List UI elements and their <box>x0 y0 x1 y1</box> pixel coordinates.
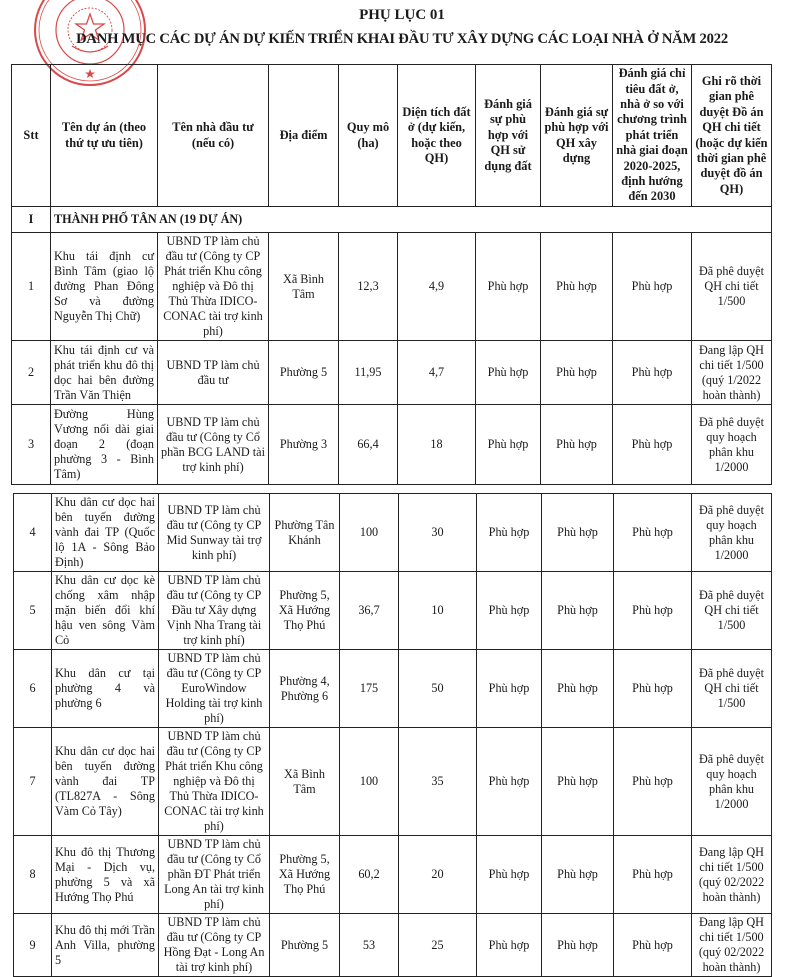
cell-project: Khu dân cư dọc kè chống xâm nhập mặn biến đổi khí hậu ven sông Vàm Cỏ <box>52 572 159 650</box>
cell-land-use-fit: Phù hợp <box>477 572 542 650</box>
table-row <box>12 405 772 485</box>
cell-location: Phường Tân Khánh <box>270 494 340 572</box>
document-title: DANH MỤC CÁC DỰ ÁN DỰ KIẾN TRIỂN KHAI ĐẦU TƯ XÂY DỰNG CÁC LOẠI NHÀ Ở NĂM 2022 <box>76 31 728 47</box>
cell-land-use-fit: Phù hợp <box>476 341 541 405</box>
cell-project: Khu tái định cư và phát triển khu đô thị dọc hai bên đường Trần Văn Thiện <box>51 341 158 405</box>
cell-scale: 11,95 <box>339 341 398 405</box>
cell-residential-area: 18 <box>398 405 476 485</box>
cell-investor: UBND TP làm chủ đầu tư <box>158 341 269 405</box>
cell-stt: 2 <box>12 341 51 405</box>
cell-location: Phường 5, Xã Hướng Thọ Phú <box>270 572 340 650</box>
header-scale: Quy mô (ha) <box>339 65 398 207</box>
cell-investor: UBND TP làm chủ đầu tư (Công ty CP Phát triển Khu công nghiệp và Đô thị Thủ Thừa IDICO-CONAC tài trợ kinh phí) <box>158 233 269 341</box>
cell-approval-note: Đang lập QH chi tiết 1/500 (quý 1/2022 hoàn thành) <box>692 341 772 405</box>
cell-residential-area: 20 <box>399 836 477 914</box>
cell-stt: 8 <box>14 836 52 914</box>
document-sheet <box>11 64 771 977</box>
header-location: Địa điểm <box>269 65 339 207</box>
header-program-fit: Đánh giá chỉ tiêu đất ở, nhà ở so với chương trình phát triển nhà giai đoạn 2020-2025, định hướng đến 2030 <box>613 65 692 207</box>
cell-program-fit: Phù hợp <box>613 341 692 405</box>
section-index: I <box>12 207 51 233</box>
project-table-lower <box>13 493 772 977</box>
cell-residential-area: 50 <box>399 650 477 728</box>
header-investor: Tên nhà đầu tư (nếu có) <box>158 65 269 207</box>
cell-land-use-fit: Phù hợp <box>477 836 542 914</box>
cell-program-fit: Phù hợp <box>613 233 692 341</box>
cell-stt: 3 <box>12 405 51 485</box>
cell-location: Phường 4, Phường 6 <box>270 650 340 728</box>
header-land-use-fit: Đánh giá sự phù hợp với QH sử dụng đất <box>476 65 541 207</box>
cell-approval-note: Đã phê duyệt quy hoạch phân khu 1/2000 <box>692 405 772 485</box>
cell-investor: UBND TP làm chủ đầu tư (Công ty CP Mid Sunway tài trợ kinh phí) <box>159 494 270 572</box>
cell-scale: 100 <box>340 494 399 572</box>
cell-scale: 66,4 <box>339 405 398 485</box>
header-approval-note: Ghi rõ thời gian phê duyệt Đồ án QH chi tiết (hoặc dự kiến thời gian phê duyệt đồ án QH) <box>692 65 772 207</box>
section-row <box>12 207 772 233</box>
cell-approval-note: Đang lập QH chi tiết 1/500 (quý 02/2022 hoàn thành) <box>692 836 772 914</box>
table-row <box>12 233 772 341</box>
cell-land-use-fit: Phù hợp <box>477 914 542 977</box>
cell-residential-area: 4,9 <box>398 233 476 341</box>
cell-construction-fit: Phù hợp <box>542 650 614 728</box>
cell-construction-fit: Phù hợp <box>541 341 613 405</box>
cell-stt: 9 <box>14 914 52 977</box>
table-row <box>14 728 772 836</box>
appendix-label: PHỤ LỤC 01 <box>359 7 445 23</box>
cell-approval-note: Đang lập QH chi tiết 1/500 (quý 02/2022 hoàn thành) <box>692 914 772 977</box>
table-row <box>14 836 772 914</box>
cell-project: Đường Hùng Vương nối dài giai đoạn 2 (đoạn phường 3 - Bình Tâm) <box>51 405 158 485</box>
cell-project: Khu dân cư tại phường 4 và phường 6 <box>52 650 159 728</box>
cell-stt: 4 <box>14 494 52 572</box>
page-break <box>11 485 771 493</box>
cell-investor: UBND TP làm chủ đầu tư (Công ty Cổ phần ĐT Phát triển Long An tài trợ kinh phí) <box>159 836 270 914</box>
cell-project: Khu dân cư dọc hai bên tuyến đường vành đai TP (TL827A - Sông Vàm Cỏ Tây) <box>52 728 159 836</box>
cell-investor: UBND TP làm chủ đầu tư (Công ty CP Phát triển Khu công nghiệp và Đô thị Thủ Thừa IDICO-CONAC tài trợ kinh phí) <box>159 728 270 836</box>
cell-approval-note: Đã phê duyệt quy hoạch phân khu 1/2000 <box>692 728 772 836</box>
cell-project: Khu đô thị Thương Mại - Dịch vụ, phường 5 và xã Hướng Thọ Phú <box>52 836 159 914</box>
header-project-name: Tên dự án (theo thứ tự ưu tiên) <box>51 65 158 207</box>
cell-program-fit: Phù hợp <box>614 728 692 836</box>
table-row <box>14 914 772 977</box>
cell-location: Xã Bình Tâm <box>270 728 340 836</box>
header-residential-area: Diện tích đất ở (dự kiến, hoặc theo QH) <box>398 65 476 207</box>
cell-residential-area: 25 <box>399 914 477 977</box>
cell-scale: 175 <box>340 650 399 728</box>
cell-investor: UBND TP làm chủ đầu tư (Công ty CP Hồng Đạt - Long An tài trợ kinh phí) <box>159 914 270 977</box>
cell-construction-fit: Phù hợp <box>542 914 614 977</box>
cell-land-use-fit: Phù hợp <box>477 728 542 836</box>
header-stt: Stt <box>12 65 51 207</box>
cell-program-fit: Phù hợp <box>614 494 692 572</box>
cell-construction-fit: Phù hợp <box>541 405 613 485</box>
cell-project: Khu đô thị mới Trần Anh Villa, phường 5 <box>52 914 159 977</box>
table-row <box>12 341 772 405</box>
cell-residential-area: 30 <box>399 494 477 572</box>
cell-land-use-fit: Phù hợp <box>476 405 541 485</box>
cell-construction-fit: Phù hợp <box>541 233 613 341</box>
cell-scale: 60,2 <box>340 836 399 914</box>
cell-program-fit: Phù hợp <box>614 650 692 728</box>
cell-approval-note: Đã phê duyệt quy hoạch phân khu 1/2000 <box>692 494 772 572</box>
cell-construction-fit: Phù hợp <box>542 728 614 836</box>
cell-residential-area: 4,7 <box>398 341 476 405</box>
cell-project: Khu tái định cư Bình Tâm (giao lộ đường Phan Đông Sơ và đường Nguyễn Thị Chữ) <box>51 233 158 341</box>
cell-construction-fit: Phù hợp <box>542 494 614 572</box>
cell-location: Phường 5, Xã Hướng Thọ Phú <box>270 836 340 914</box>
cell-construction-fit: Phù hợp <box>542 836 614 914</box>
cell-stt: 5 <box>14 572 52 650</box>
cell-scale: 36,7 <box>340 572 399 650</box>
cell-program-fit: Phù hợp <box>614 836 692 914</box>
cell-scale: 100 <box>340 728 399 836</box>
cell-program-fit: Phù hợp <box>614 572 692 650</box>
cell-location: Phường 3 <box>269 405 339 485</box>
cell-stt: 1 <box>12 233 51 341</box>
cell-residential-area: 35 <box>399 728 477 836</box>
cell-construction-fit: Phù hợp <box>542 572 614 650</box>
cell-approval-note: Đã phê duyệt QH chi tiết 1/500 <box>692 650 772 728</box>
cell-scale: 53 <box>340 914 399 977</box>
cell-program-fit: Phù hợp <box>613 405 692 485</box>
cell-land-use-fit: Phù hợp <box>477 494 542 572</box>
cell-approval-note: Đã phê duyệt QH chi tiết 1/500 <box>692 572 772 650</box>
cell-location: Phường 5 <box>269 341 339 405</box>
table-row <box>14 494 772 572</box>
cell-program-fit: Phù hợp <box>614 914 692 977</box>
cell-approval-note: Đã phê duyệt QH chi tiết 1/500 <box>692 233 772 341</box>
table-header-row <box>12 65 772 207</box>
cell-investor: UBND TP làm chủ đầu tư (Công ty Cổ phần BCG LAND tài trợ kinh phí) <box>158 405 269 485</box>
cell-investor: UBND TP làm chủ đầu tư (Công ty CP EuroWindow Holding tài trợ kinh phí) <box>159 650 270 728</box>
cell-project: Khu dân cư dọc hai bên tuyến đường vành đai TP (Quốc lộ 1A - Sông Bảo Định) <box>52 494 159 572</box>
cell-stt: 6 <box>14 650 52 728</box>
cell-scale: 12,3 <box>339 233 398 341</box>
cell-stt: 7 <box>14 728 52 836</box>
section-label: THÀNH PHỐ TÂN AN (19 DỰ ÁN) <box>51 207 772 233</box>
header-construction-fit: Đánh giá sự phù hợp với QH xây dựng <box>541 65 613 207</box>
table-row <box>14 650 772 728</box>
cell-location: Phường 5 <box>270 914 340 977</box>
cell-land-use-fit: Phù hợp <box>477 650 542 728</box>
table-row <box>14 572 772 650</box>
cell-land-use-fit: Phù hợp <box>476 233 541 341</box>
cell-investor: UBND TP làm chủ đầu tư (Công ty CP Đầu tư Xây dựng Vịnh Nha Trang tài trợ kinh phí) <box>159 572 270 650</box>
cell-location: Xã Bình Tâm <box>269 233 339 341</box>
project-table-upper <box>11 64 772 485</box>
cell-residential-area: 10 <box>399 572 477 650</box>
